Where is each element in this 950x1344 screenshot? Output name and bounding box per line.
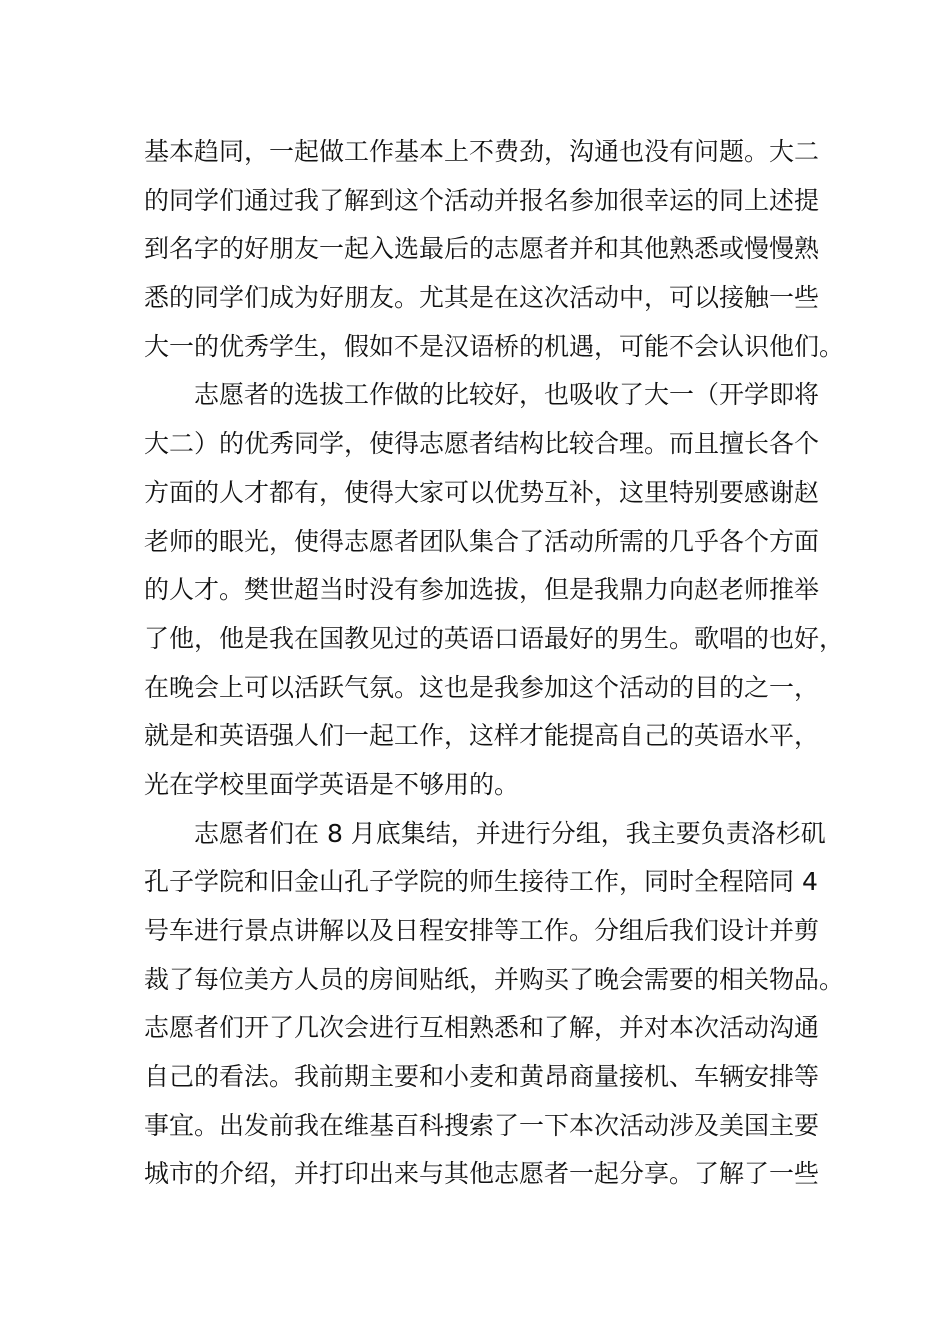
text-line: 就是和英语强人们一起工作，这样才能提高自己的英语水平， bbox=[144, 721, 820, 751]
text-line: 志愿者们开了几次会进行互相熟悉和了解，并对本次活动沟通 bbox=[144, 1013, 820, 1043]
text-line: 基本趋同，一起做工作基本上不费劲，沟通也没有问题。大二 bbox=[144, 137, 820, 166]
text-line: 大二）的优秀同学，使得志愿者结构比较合理。而且擅长各个 bbox=[144, 429, 820, 459]
text-line: 孔子学院和旧金山孔子学院的师生接待工作，同时全程陪同 4 bbox=[144, 867, 818, 897]
text-line: 悉的同学们成为好朋友。尤其是在这次活动中，可以接触一些 bbox=[144, 283, 820, 313]
text-line: 老师的眼光，使得志愿者团队集合了活动所需的几乎各个方面 bbox=[144, 526, 820, 556]
text-line: 在晚会上可以活跃气氛。这也是我参加这个活动的目的之一， bbox=[144, 672, 820, 702]
text-line: 事宜。出发前我在维基百科搜索了一下本次活动涉及美国主要 bbox=[144, 1110, 820, 1140]
paragraph-first-line: 志愿者们在 8 月底集结，并进行分组，我主要负责洛杉矶 bbox=[194, 818, 826, 848]
text-line: 自己的看法。我前期主要和小麦和黄昂商量接机、车辆安排等 bbox=[144, 1062, 820, 1092]
text-line: 裁了每位美方人员的房间贴纸，并购买了晚会需要的相关物品。 bbox=[144, 964, 845, 994]
body-text bbox=[144, 128, 845, 1199]
text-line: 的人才。樊世超当时没有参加选拔，但是我鼎力向赵老师推举 bbox=[144, 575, 820, 605]
paragraph-first-line: 志愿者的选拔工作做的比较好，也吸收了大一（开学即将 bbox=[194, 380, 820, 410]
text-line: 的同学们通过我了解到这个活动并报名参加很幸运的同上述提 bbox=[144, 185, 820, 215]
text-line: 光在学校里面学英语是不够用的。 bbox=[144, 769, 520, 799]
text-line: 方面的人才都有，使得大家可以优势互补，这里特别要感谢赵 bbox=[144, 477, 820, 507]
text-line: 到名字的好朋友一起入选最后的志愿者并和其他熟悉或慢慢熟 bbox=[144, 234, 820, 264]
text-line: 大一的优秀学生，假如不是汉语桥的机遇，可能不会认识他们。 bbox=[144, 331, 845, 361]
text-line: 号车进行景点讲解以及日程安排等工作。分组后我们设计并剪 bbox=[144, 916, 820, 945]
text-line: 了他，他是我在国教见过的英语口语最好的男生。歌唱的也好， bbox=[144, 623, 845, 653]
text-line: 城市的介绍，并打印出来与其他志愿者一起分享。了解了一些 bbox=[144, 1159, 820, 1189]
